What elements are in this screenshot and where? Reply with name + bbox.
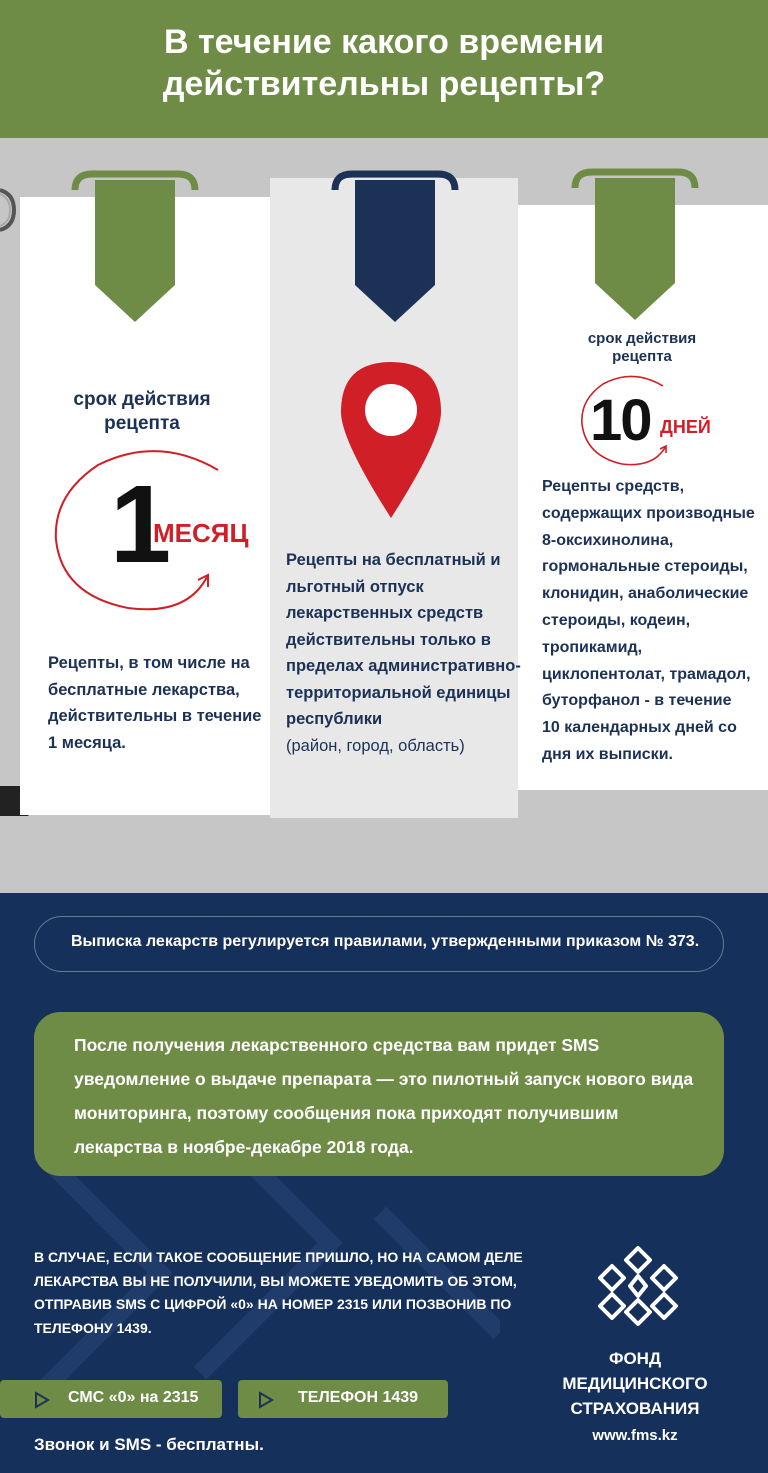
warning-text: В СЛУЧАЕ, ЕСЛИ ТАКОЕ СООБЩЕНИЕ ПРИШЛО, НО НА САМОМ ДЕЛЕ ЛЕКАРСТВА ВЫ НЕ ПОЛУЧИЛИ, ВЫ МОЖЕТЕ УВЕДОМИТЬ ОБ ЭТОМ, ОТПРАВИВ SMS С ЦИФРОЙ «0» НА НОМЕР 2315 ИЛИ ПОЗВОНИВ ПО ТЕЛЕФОНУ 1439. bbox=[34, 1249, 523, 1336]
term-label-month: срок действия рецепта bbox=[73, 389, 211, 434]
body-text-region: Рецепты на бесплатный и льготный отпуск лекарственных средств действительны только в пределах административно- территориальной единицы республики (район, город, область) bbox=[286, 551, 521, 755]
fund-name: ФОНД МЕДИЦИНСКОГО СТРАХОВАНИЯ bbox=[562, 1349, 708, 1418]
ribbon-navy-center-icon bbox=[330, 160, 460, 330]
play-arrow-icon bbox=[34, 1391, 50, 1409]
sms-button[interactable] bbox=[0, 1380, 222, 1418]
page-title-line1: В течение какого времени bbox=[164, 23, 604, 61]
body-text-month: Рецепты, в том числе на бесплатные лекарства, действительны в течение 1 месяца. bbox=[48, 654, 262, 752]
number-ten: 10 bbox=[590, 388, 651, 453]
header bbox=[0, 0, 768, 138]
free-call-note: Звонок и SMS - бесплатны. bbox=[34, 1435, 264, 1454]
ribbon-green-left-icon bbox=[70, 160, 200, 330]
page-title-line2: действительны рецепты? bbox=[162, 65, 606, 103]
location-pin-icon bbox=[336, 360, 446, 520]
sms-notice-box bbox=[34, 1012, 724, 1176]
ribbon-green-right-icon bbox=[570, 158, 700, 328]
term-label-days: срок действия рецепта bbox=[587, 330, 697, 365]
notice-line: мониторинга, поэтому сообщения пока приходят получившим bbox=[74, 1103, 619, 1123]
play-arrow-icon bbox=[258, 1391, 274, 1409]
regulation-text: Выписка лекарств регулируется правилами, утвержденными приказом № 373. bbox=[71, 933, 700, 950]
phone-button[interactable] bbox=[238, 1380, 448, 1418]
body-text-days: Рецепты средств, содержащих производные 8-оксихинолина, гормональные стероиды, клонидин, анаболические стероиды, кодеин, тропикамид, циклопентолат, трамадол, буторфанол - в течение 10 календарных дней со дня их выписки. bbox=[542, 478, 755, 763]
sms-button-label: СМС «0» на 2315 bbox=[68, 1389, 199, 1406]
unit-days: ДНЕЙ bbox=[660, 417, 711, 437]
notice-line: уведомление о выдаче препарата — это пилотный запуск нового вида bbox=[74, 1069, 694, 1089]
number-one: 1 bbox=[110, 463, 172, 586]
unit-month: МЕСЯЦ bbox=[153, 518, 249, 548]
notice-line: После получения лекарственного средства вам придет SMS bbox=[74, 1035, 600, 1055]
phone-button-label: ТЕЛЕФОН 1439 bbox=[298, 1389, 419, 1406]
regulation-note bbox=[34, 916, 724, 972]
website-link[interactable]: www.fms.kz bbox=[592, 1427, 678, 1444]
fms-logo-icon bbox=[592, 1240, 684, 1332]
notice-line: лекарства в ноябре-декабре 2018 года. bbox=[74, 1137, 414, 1157]
